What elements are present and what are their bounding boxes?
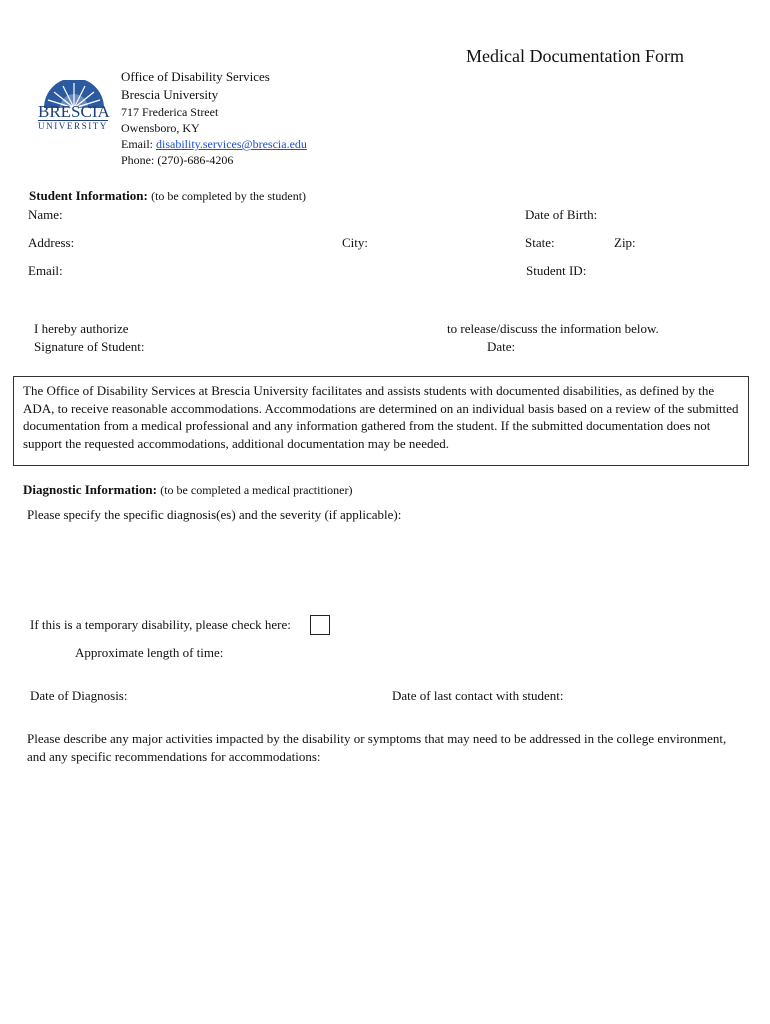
diagnostic-heading-note: (to be completed a medical practitioner) [160, 483, 353, 497]
authorize-field[interactable]: I hereby authorize [34, 321, 129, 336]
activities-prompt[interactable]: Please describe any major activities impacted by the disability or symptoms that may need to be addressed in the college environment, and any specific recommendations for accommodations: [27, 731, 727, 764]
office-email-line [121, 136, 307, 152]
office-phone: Phone: (270)-686-4206 [121, 153, 234, 167]
temporary-disability-checkbox[interactable] [310, 615, 330, 635]
email-link[interactable]: disability.services@brescia.edu [156, 137, 307, 151]
signature-field[interactable]: Signature of Student: [34, 339, 145, 354]
city-field[interactable]: City: [342, 235, 369, 250]
student-id-field[interactable]: Student ID: [526, 263, 587, 278]
student-heading-label: Student Information: [29, 188, 148, 203]
diagnostic-heading-label: Diagnostic Information: [23, 482, 157, 497]
student-section-heading [29, 188, 306, 204]
diagnostic-section-heading [23, 482, 352, 498]
last-contact-date-field[interactable]: Date of last contact with student: [392, 688, 564, 703]
diagnosis-date-field[interactable]: Date of Diagnosis: [30, 688, 128, 703]
dob-field[interactable]: Date of Birth: [525, 207, 598, 222]
office-name: Office of Disability Services [121, 69, 270, 84]
office-city: Owensboro, KY [121, 121, 200, 135]
form-title: Medical Documentation Form [466, 46, 684, 66]
university-name: Brescia University [121, 87, 219, 102]
name-field[interactable]: Name: [28, 207, 63, 222]
temporary-disability-label: If this is a temporary disability, please check here: [30, 617, 291, 632]
diagnosis-prompt[interactable]: Please specify the specific diagnosis(es) and the severity (if applicable): [27, 507, 402, 522]
signature-date-field[interactable]: Date: [487, 339, 516, 354]
state-field[interactable]: State: [525, 235, 555, 250]
email-field[interactable]: Email: [28, 263, 63, 278]
email-label: Email: [121, 137, 156, 151]
office-street: 717 Frederica Street [121, 105, 219, 119]
university-logo [38, 80, 112, 132]
logo-wordmark: BRESCIA [38, 102, 110, 121]
zip-field[interactable]: Zip: [614, 235, 636, 250]
student-heading-note: (to be completed by the student) [151, 189, 307, 203]
disability-notice-box: The Office of Disability Services at Brescia University facilitates and assists students with documented disabilities, as defined by the ADA, to receive reasonable accommodations. Accommodations are determined on an individual basis based on a review of the submitted documentation from a medical professional and any information gathered from the student. If the submitted documentation does not support the requested accommodations, additional documentation may be needed. [13, 376, 749, 466]
release-text: to release/discuss the information below. [447, 321, 659, 336]
address-field[interactable]: Address: [28, 235, 75, 250]
logo-subword: UNIVERSITY [38, 121, 108, 131]
length-of-time-field[interactable]: Approximate length of time: [75, 645, 224, 660]
